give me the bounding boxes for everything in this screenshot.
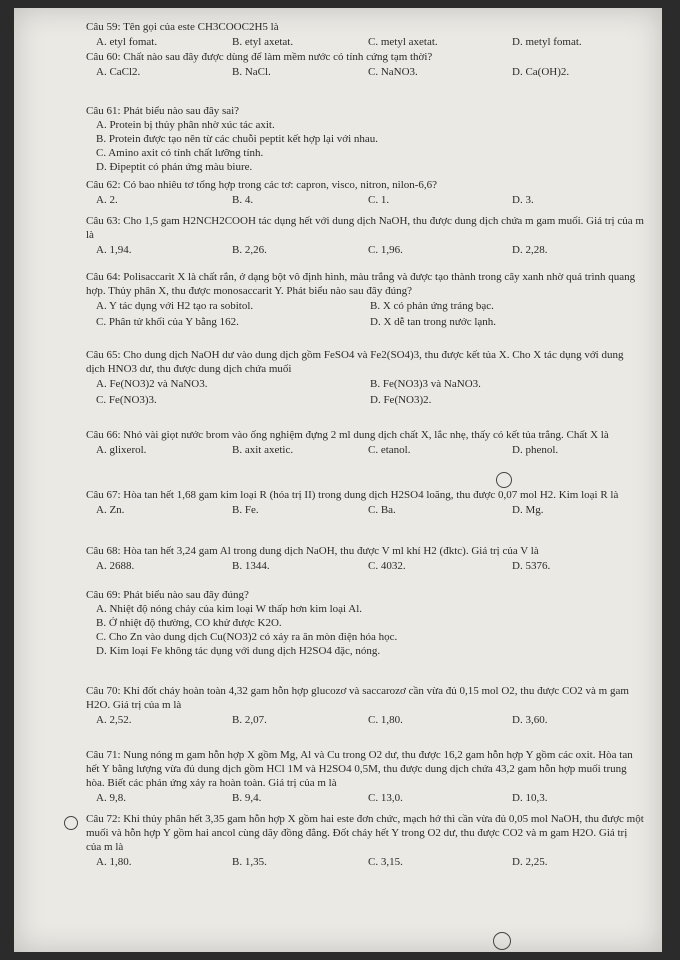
answer-option: C. Fe(NO3)3. [96,394,157,406]
question-stem: Câu 60: Chất nào sau đây được dùng để làm mềm nước có tính cứng tạm thời? [86,51,433,63]
answer-option: D. 5376. [512,560,551,572]
question-block [86,588,644,658]
question-block [86,20,644,50]
answer-option: C. 3,15. [368,856,403,868]
question-block [86,488,644,518]
answer-option: D. metyl fomat. [512,36,582,48]
answer-row [86,193,644,208]
answer-row [86,65,644,80]
question-stem: Câu 66: Nhỏ vài giọt nước brom vào ống nghiệm đựng 2 ml dung dịch chất X, lắc nhẹ, thấy có kết tủa trắng. Chất X là [86,429,609,441]
question-block [86,348,644,408]
answer-option: B. Fe(NO3)3 và NaNO3. [370,378,481,390]
answer-circle-mark [493,932,511,950]
answer-option: C. metyl axetat. [368,36,438,48]
question-stem: Câu 72: Khi thủy phân hết 3,35 gam hỗn hợp X gồm hai este đơn chức, mạch hở thì cần vừa đủ 0,05 mol NaOH, thu được một muối và hỗn hợp Y gồm hai ancol cùng dãy đồng đẳng. Đốt cháy hết Y trong O2 dư, thu được CO2 và m gam H2O. Giá trị của m là [86,813,644,853]
answer-option: D. 3. [512,194,534,206]
answer-option: C. Ba. [368,504,396,516]
answer-option: D. 3,60. [512,714,548,726]
answer-option: A. Nhiệt độ nóng chảy của kim loại W thấp hơn kim loại Al. [96,603,363,615]
answer-row [86,791,644,806]
answer-row [86,243,644,258]
question-block [86,104,644,174]
answer-option: C. 1. [368,194,390,206]
question-block [86,812,644,870]
answer-option: C. Cho Zn vào dung dịch Cu(NO3)2 có xảy ra ăn mòn điện hóa học. [96,631,398,643]
question-stem: Câu 62: Có bao nhiêu tơ tổng hợp trong các tơ: capron, visco, nitron, nilon-6,6? [86,179,438,191]
answer-option: D. Đipeptit có phản ứng màu biure. [96,161,253,173]
question-stem: Câu 63: Cho 1,5 gam H2NCH2COOH tác dụng hết với dung dịch NaOH, thu được dung dịch chứa m gam muối. Giá trị của m là [86,215,644,241]
answer-option: A. etyl fomat. [96,36,158,48]
answer-option: A. 1,80. [96,856,132,868]
answer-option: B. 2,26. [232,244,267,256]
answer-row [86,393,644,408]
answer-option: C. 13,0. [368,792,403,804]
answer-option: B. etyl axetat. [232,36,294,48]
answer-option: A. glixerol. [96,444,147,456]
answer-option: A. Protein bị thủy phân nhờ xúc tác axit. [96,119,275,131]
answer-row [86,315,644,330]
question-stem: Câu 68: Hòa tan hết 3,24 gam Al trong dung dịch NaOH, thu được V ml khí H2 (đktc). Giá trị của V là [86,545,539,557]
answer-option: D. 10,3. [512,792,548,804]
answer-option: C. Amino axit có tính chất lưỡng tính. [96,147,264,159]
answer-option: A. Fe(NO3)2 và NaNO3. [96,378,208,390]
answer-option: B. NaCl. [232,66,271,78]
question-stem: Câu 61: Phát biểu nào sau đây sai? [86,105,240,117]
question-block [86,270,644,330]
answer-option: D. X dễ tan trong nước lạnh. [370,316,497,328]
answer-option: D. 2,28. [512,244,548,256]
question-block [86,178,644,208]
question-stem: Câu 59: Tên gọi của este CH3COOC2H5 là [86,21,279,33]
answer-option: D. Ca(OH)2. [512,66,570,78]
answer-option: C. Phân tử khối của Y bằng 162. [96,316,239,328]
answer-row [86,855,644,870]
answer-option: A. 2,52. [96,714,132,726]
answer-option: B. 2,07. [232,714,267,726]
answer-option: B. 1344. [232,560,270,572]
answer-option: B. X có phản ứng tráng bạc. [370,300,494,312]
answer-row [86,377,644,392]
answer-option: C. 1,96. [368,244,403,256]
answer-option: A. Zn. [96,504,125,516]
question-block [86,214,644,258]
answer-option: C. 1,80. [368,714,403,726]
answer-option: A. 1,94. [96,244,132,256]
answer-row [86,443,644,458]
answer-option: C. 4032. [368,560,406,572]
answer-row [86,559,644,574]
answer-circle-mark [496,472,512,488]
question-block [86,684,644,728]
question-block [86,428,644,458]
answer-option: A. CaCl2. [96,66,141,78]
answer-option: A. 2. [96,194,118,206]
question-stem: Câu 65: Cho dung dịch NaOH dư vào dung dịch gồm FeSO4 và Fe2(SO4)3, thu được kết tủa X. Cho X tác dụng với dung dịch HNO3 dư, thu được dung dịch chứa muối [86,349,624,375]
answer-row [86,35,644,50]
answer-option: A. 9,8. [96,792,126,804]
exam-page [14,8,662,952]
answer-option: A. 2688. [96,560,135,572]
answer-option: A. Y tác dụng với H2 tạo ra sobitol. [96,300,254,312]
question-stem: Câu 71: Nung nóng m gam hỗn hợp X gồm Mg, Al và Cu trong O2 dư, thu được 16,2 gam hỗn hợp Y gồm các oxit. Hòa tan hết Y bằng lượng vừa đủ dung dịch gồm HCl 1M và H2SO4 0,5M, thu được dung dịch chứa 43,2 gam hỗn hợp muối trung hòa. Biết các phản ứng xảy ra hoàn toàn. Giá trị của m là [86,749,633,789]
answer-option: B. axit axetic. [232,444,294,456]
answer-option: B. 9,4. [232,792,262,804]
answer-option: D. Mg. [512,504,544,516]
answer-option: B. Protein được tạo nên từ các chuỗi peptit kết hợp lại với nhau. [96,133,379,145]
answer-option: D. Fe(NO3)2. [370,394,432,406]
answer-option: C. etanol. [368,444,411,456]
question-stem: Câu 69: Phát biểu nào sau đây đúng? [86,589,249,601]
question-stem: Câu 70: Khi đốt cháy hoàn toàn 4,32 gam hỗn hợp glucozơ và saccarozơ cần vừa đủ 0,15 mol O2, thu được CO2 và m gam H2O. Giá trị của m là [86,685,629,711]
question-block [86,50,644,80]
question-stem: Câu 64: Polisaccarit X là chất rắn, ở dạng bột vô định hình, màu trắng và được tạo thành trong cây xanh nhờ quá trình quang hợp. Thủy phân X, thu được monosaccarit Y. Phát biểu nào sau đây đúng? [86,271,636,297]
answer-option: D. phenol. [512,444,559,456]
answer-option: B. Fe. [232,504,259,516]
answer-option: B. 1,35. [232,856,267,868]
answer-option: B. Ở nhiệt độ thường, CO khử được K2O. [96,617,282,629]
question-block [86,748,644,806]
answer-option: D. Kim loại Fe không tác dụng với dung dịch H2SO4 đặc, nóng. [96,645,381,657]
answer-option: B. 4. [232,194,254,206]
answer-row [86,299,644,314]
answer-option: D. 2,25. [512,856,548,868]
answer-row [86,503,644,518]
answer-row [86,713,644,728]
answer-option: C. NaNO3. [368,66,418,78]
question-stem: Câu 67: Hòa tan hết 1,68 gam kim loại R (hóa trị II) trong dung dịch H2SO4 loãng, thu được 0,07 mol H2. Kim loại R là [86,489,619,501]
answer-circle-mark [64,816,78,830]
question-block [86,544,644,574]
